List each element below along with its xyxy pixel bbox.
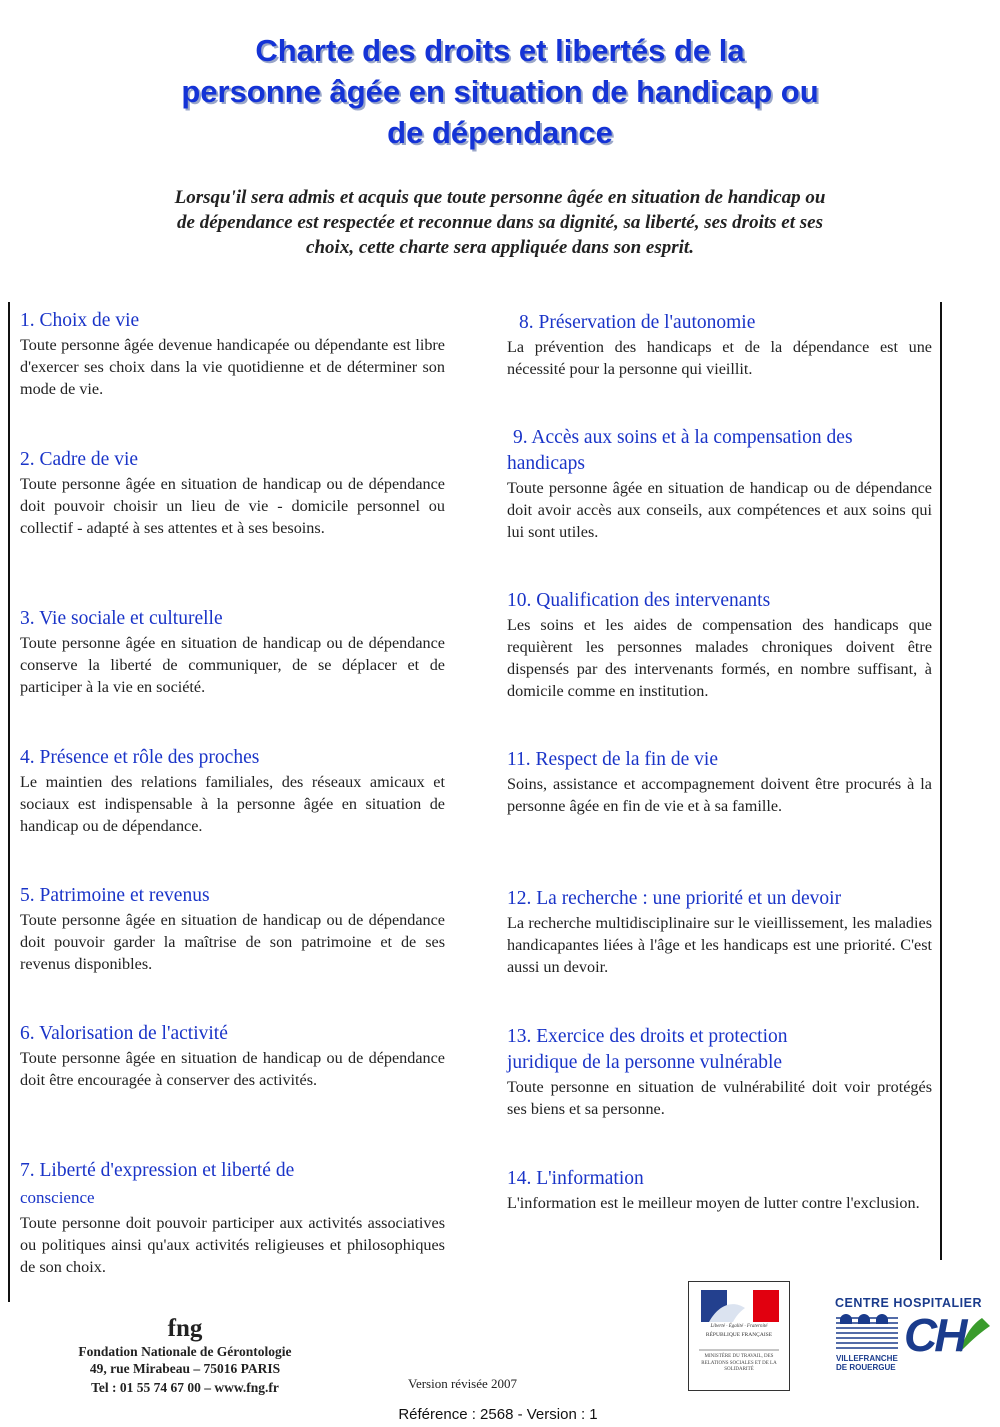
article-title-continued: conscience [20,1188,95,1207]
article-title: 10. Qualification des intervenants [507,590,771,611]
page-title [60,30,940,153]
article-title: 4. Présence et rôle des proches [20,747,260,768]
centre-hospitalier-logo [832,1296,994,1374]
article-text: Toute personne âgée en situation de handicap ou de dépendance doit pouvoir choisir un lieu de vie - domicile personnel ou collectif - adapté à ses attentes et à ses besoins. [20,475,445,537]
article-5 [20,883,445,975]
article-6 [20,1021,445,1091]
fng-address: 49, rue Mirabeau – 75016 PARIS [89,1361,281,1376]
title-line-2: personne âgée en situation de handicap ou [181,74,819,109]
ministry-motto: Liberté · Égalité · Fraternité [710,1324,768,1329]
title-line-3: de dépendance [387,115,613,150]
right-column-rule [940,302,942,1260]
article-title: 6. Valorisation de l'activité [20,1023,228,1044]
intro-line-2: de dépendance est respectée et reconnue dans sa dignité, sa liberté, ses droits et ses [177,212,823,233]
article-title: 8. Préservation de l'autonomie [519,312,756,333]
ch-logo-letters: CH [904,1309,965,1361]
article-13 [507,1024,932,1120]
article-text: Toute personne en situation de vulnérabilité doit voir protégés ses biens et sa personne. [507,1078,932,1118]
article-title: 12. La recherche : une priorité et un devoir [507,888,842,909]
article-text: Le maintien des relations familiales, des réseaux amicaux et sociaux est indispensable à la personne âgée en situation de handicap ou de dépendance. [20,773,445,835]
article-title: 14. L'information [507,1168,644,1189]
fng-contact: Tel : 01 55 74 67 00 – www.fng.fr [91,1380,279,1395]
article-text: Toute personne âgée devenue handicapée ou dépendante est libre d'exercer ses choix dans la vie quotidienne et de déterminer son mode de vie. [20,336,445,398]
article-text: La prévention des handicaps et de la dépendance est une nécessité pour la personne qui vieillit. [507,338,932,378]
article-3 [20,606,445,698]
article-text: Les soins et les aides de compensation des handicaps que requièrent les personnes malades chroniques doivent être dispensés par des intervenants formés, en nombre suffisant, à domicile comme en institution. [507,616,932,700]
article-7 [20,1158,445,1278]
article-title: 3. Vie sociale et culturelle [20,608,223,629]
ministry-republic: RÉPUBLIQUE FRANÇAISE [705,1332,773,1338]
ch-city-line-1: VILLEFRANCHE [836,1354,898,1363]
article-text: Toute personne âgée en situation de handicap ou de dépendance doit être encouragée à conserver des activités. [20,1049,445,1089]
version-label: Version révisée 2007 [408,1376,518,1391]
article-1 [20,308,445,400]
article-title: 7. Liberté d'expression et liberté de [20,1160,295,1181]
article-title: 1. Choix de vie [20,310,140,331]
article-title: 13. Exercice des droits et protection juridique de la personne vulnérable [507,1026,788,1073]
intro-line-1: Lorsqu'il sera admis et acquis que toute personne âgée en situation de handicap ou [174,187,826,208]
fng-name: Fondation Nationale de Gérontologie [78,1344,292,1359]
article-2 [20,447,445,539]
article-12 [507,886,932,978]
article-text: L'information est le meilleur moyen de lutter contre l'exclusion. [507,1194,920,1212]
ch-city-line-2: DE ROUERGUE [836,1363,896,1372]
article-title: 9. Accès aux soins et à la compensation des handicaps [507,427,853,474]
fng-logo: fng [167,1315,203,1342]
fng-footer-block [40,1315,330,1396]
article-title: 2. Cadre de vie [20,449,139,470]
ministry-name: MINISTÈRE DU TRAVAIL, DES RELATIONS SOCIALES ET DE LA SOLIDARITÉ [701,1354,777,1372]
article-10 [507,588,932,702]
article-4 [20,745,445,837]
article-text: Toute personne âgée en situation de handicap ou de dépendance doit avoir accès aux conseils, aux compétences et aux soins qui lui sont utiles. [507,479,932,541]
article-title: 5. Patrimoine et revenus [20,885,210,906]
intro-paragraph [80,185,920,260]
article-9 [507,425,932,543]
article-text: Soins, assistance et accompagnement doivent être procurés à la personne âgée en fin de vie et à sa famille. [507,775,932,815]
article-text: Toute personne doit pouvoir participer aux activités associatives ou politiques ainsi qu'aux activités religieuses et philosophiques de son choix. [20,1214,445,1276]
intro-line-3: choix, cette charte sera appliquée dans son esprit. [306,237,694,258]
article-14 [507,1166,932,1214]
article-8 [507,310,932,380]
ch-logo-city [836,1354,898,1372]
article-text: Toute personne âgée en situation de handicap ou de dépendance conserve la liberté de communiquer, de se déplacer et de participer à la vie en société. [20,634,445,696]
ch-logo-title: CENTRE HOSPITALIER [835,1296,982,1310]
ministry-logo [688,1281,790,1391]
left-column-rule [8,302,10,1302]
reference-label: Référence : 2568 - Version : 1 [398,1406,598,1423]
title-line-1: Charte des droits et libertés de la [255,33,745,68]
article-title: 11. Respect de la fin de vie [507,749,718,770]
article-11 [507,747,932,817]
article-text: Toute personne âgée en situation de handicap ou de dépendance doit pouvoir garder la maîtrise de son patrimoine et de ses revenus disponibles. [20,911,445,973]
article-text: La recherche multidisciplinaire sur le vieillissement, les maladies handicapantes liées à l'âge et les handicaps est une priorité. C'est aussi un devoir. [507,914,932,976]
